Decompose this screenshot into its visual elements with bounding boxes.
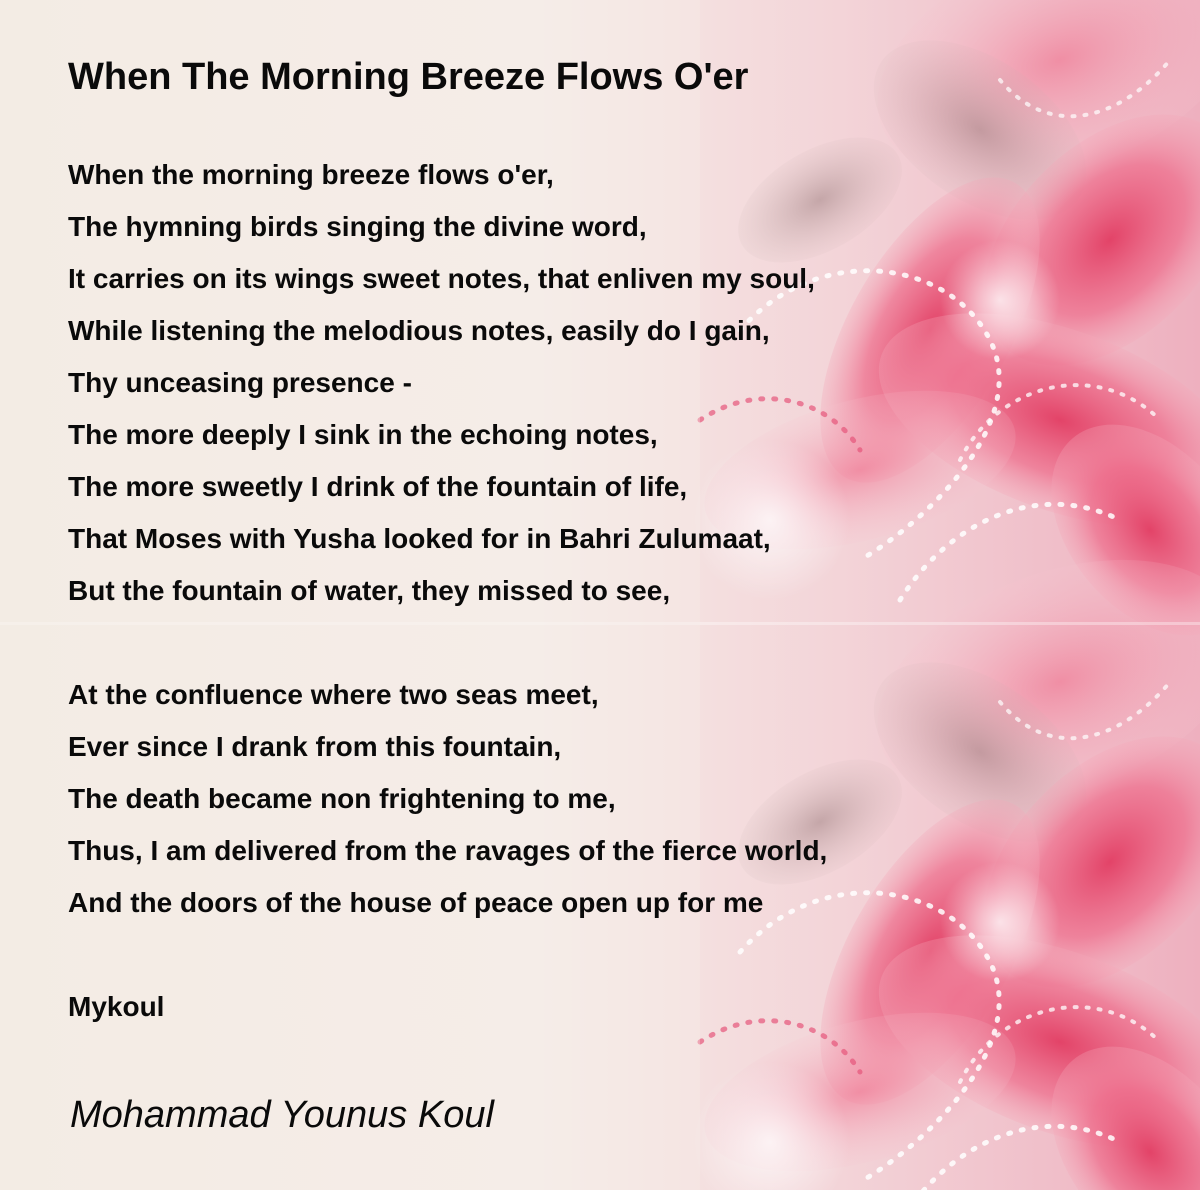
poem-line: The more deeply I sink in the echoing notes, xyxy=(68,419,658,450)
poem-title: When The Morning Breeze Flows O'er xyxy=(68,56,749,98)
poem-line: It carries on its wings sweet notes, that enliven my soul, xyxy=(68,263,815,294)
poem-body xyxy=(68,149,827,929)
stanza-break xyxy=(68,617,827,669)
poem-author: Mohammad Younus Koul xyxy=(70,1094,494,1136)
poem-line: Thy unceasing presence - xyxy=(68,367,412,398)
poem-signature: Mykoul xyxy=(68,991,165,1022)
poem-line: Ever since I drank from this fountain, xyxy=(68,731,562,762)
poem-line: The more sweetly I drink of the fountain of life, xyxy=(68,471,688,502)
poem-line: That Moses with Yusha looked for in Bahri Zulumaat, xyxy=(68,523,771,554)
poem-line: While listening the melodious notes, easily do I gain, xyxy=(68,315,770,346)
poem-line: Thus, I am delivered from the ravages of the fierce world, xyxy=(68,835,828,866)
poem-line: The hymning birds singing the divine word, xyxy=(68,211,647,242)
poem-line: But the fountain of water, they missed to see, xyxy=(68,575,671,606)
poem-line: And the doors of the house of peace open up for me xyxy=(68,887,764,918)
poem-line: The death became non frightening to me, xyxy=(68,783,616,814)
poem-line: At the confluence where two seas meet, xyxy=(68,679,599,710)
poem-line: When the morning breeze flows o'er, xyxy=(68,159,554,190)
